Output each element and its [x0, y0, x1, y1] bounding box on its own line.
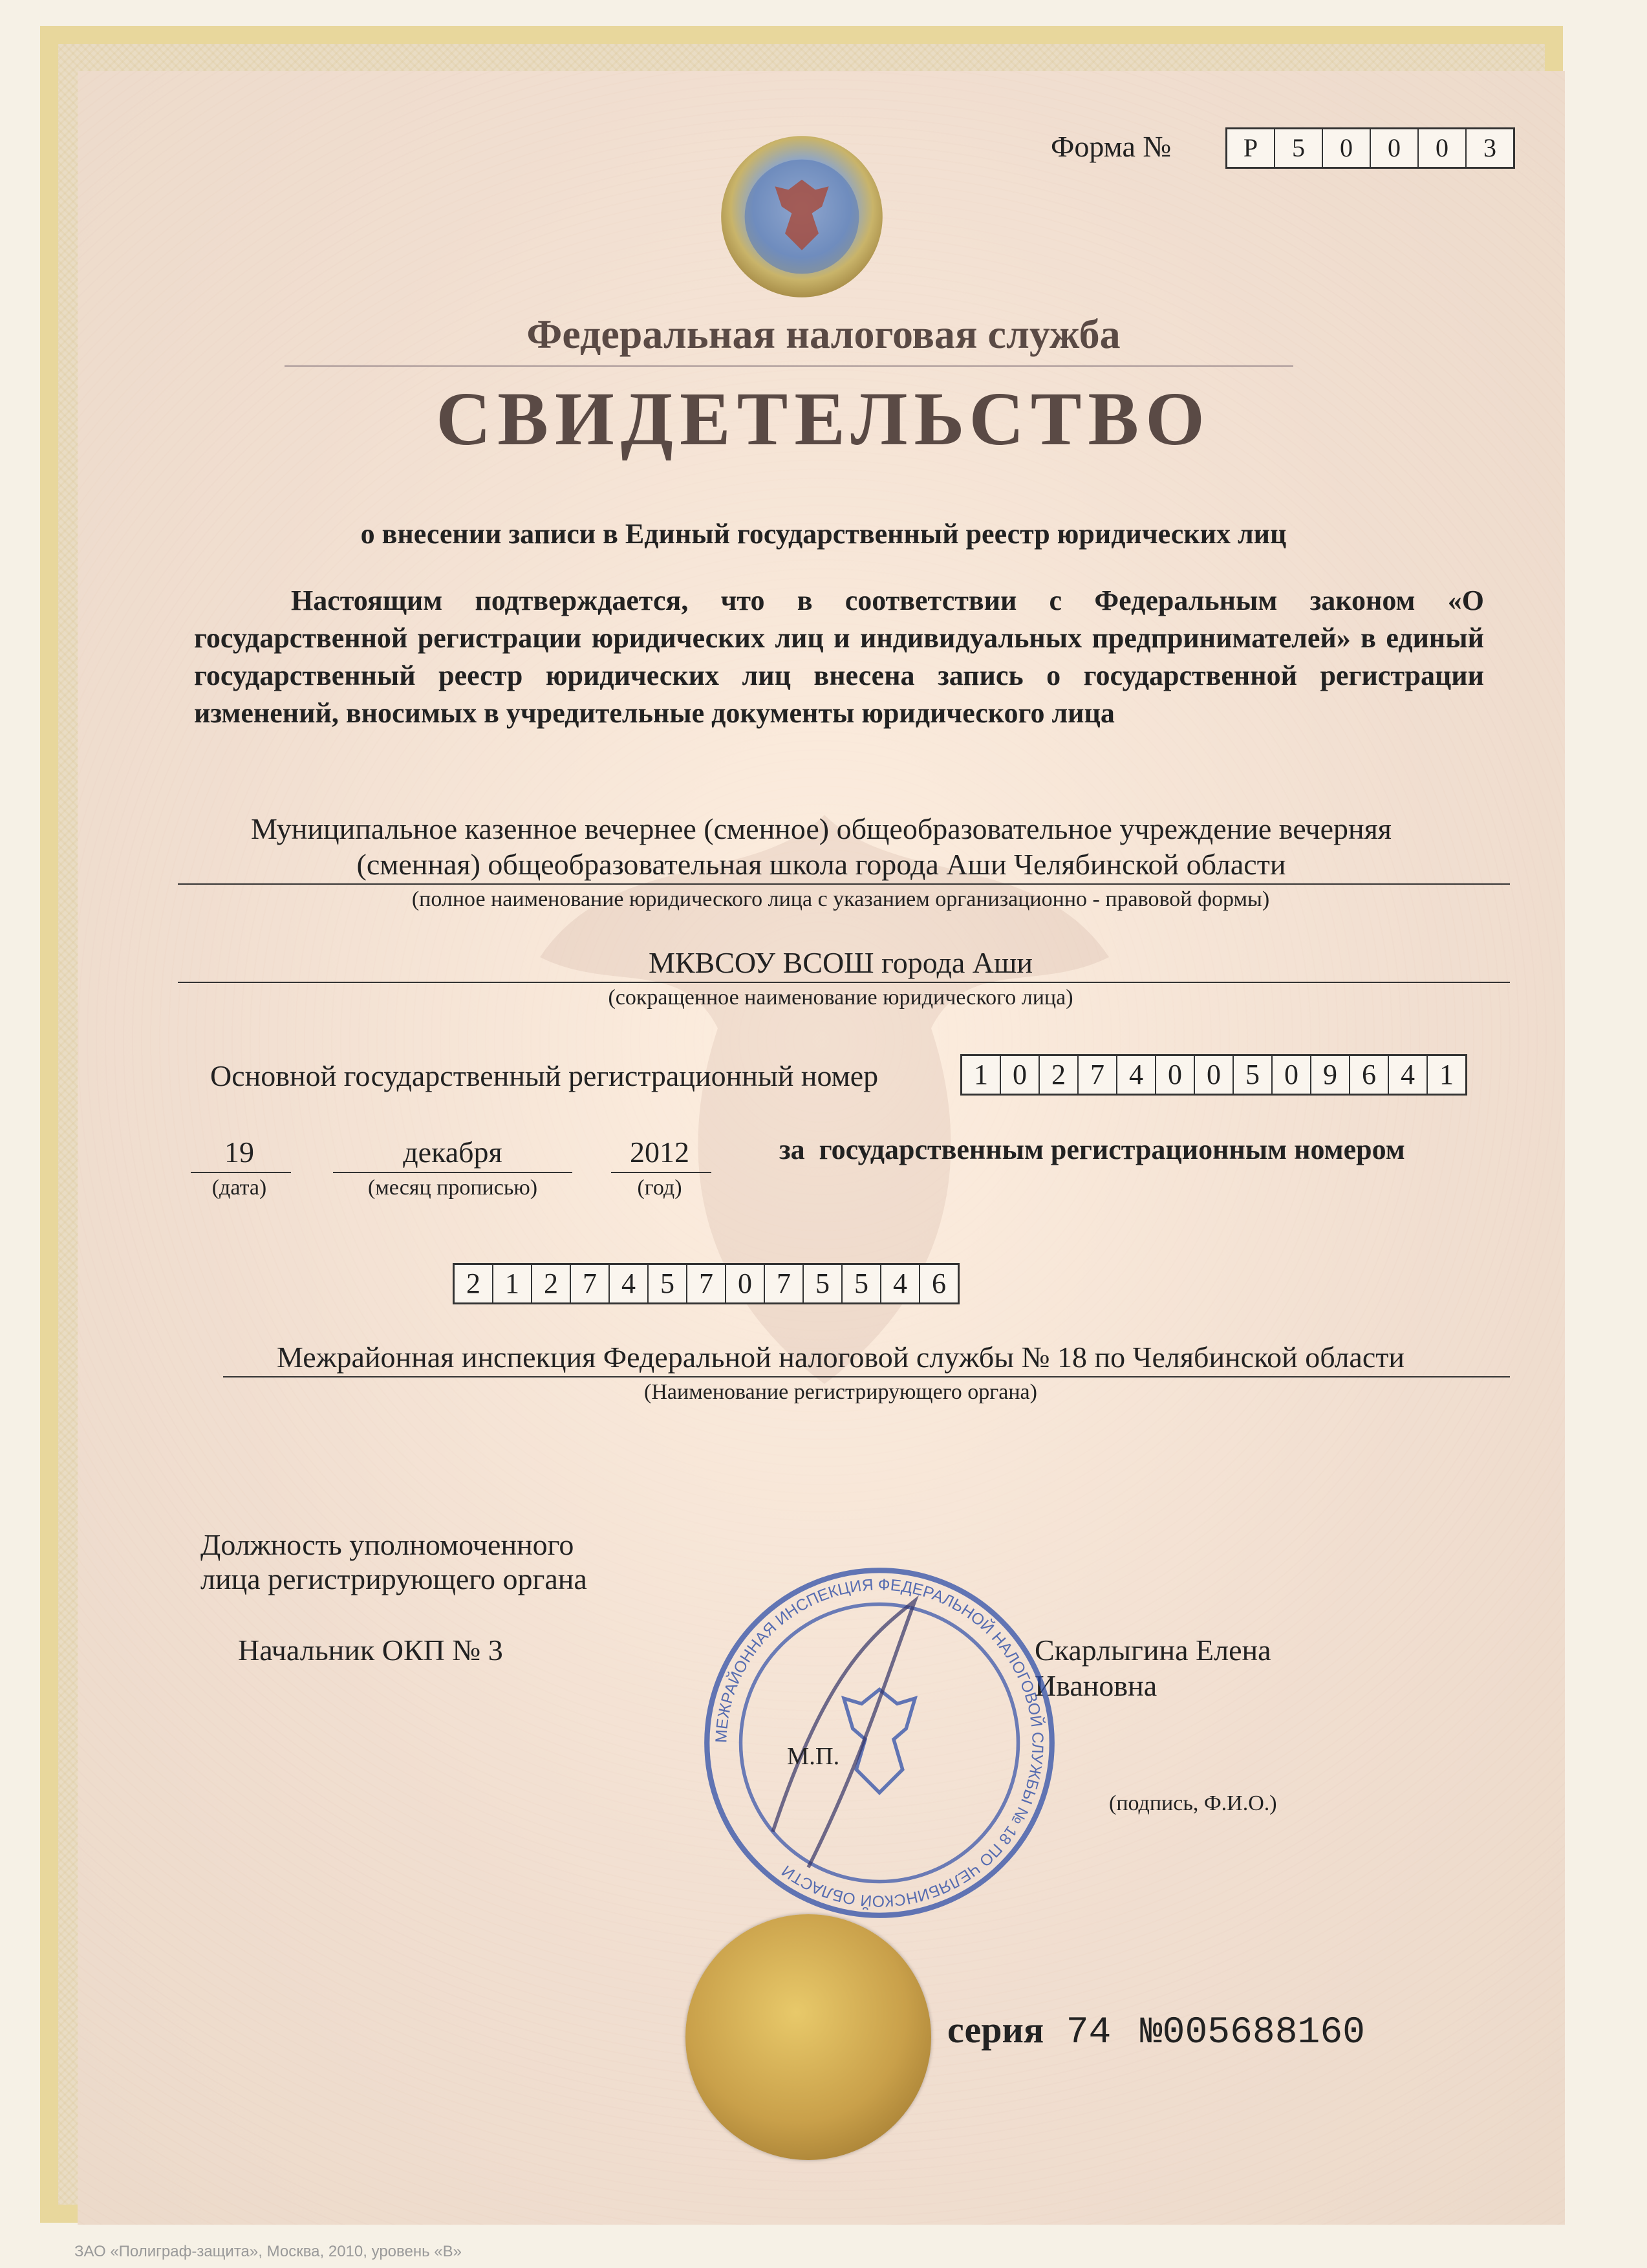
grn-intro: за государственным регистрационным номером	[779, 1134, 1405, 1165]
form-code-boxes	[1225, 127, 1515, 169]
grn-digit-boxes	[453, 1263, 960, 1304]
short-name-underline	[178, 982, 1510, 983]
date-year-underline	[611, 1172, 711, 1173]
signer-name-line2: Ивановна	[1035, 1669, 1157, 1702]
digit-box: 0	[1195, 1056, 1234, 1094]
digit-box: 7	[1079, 1056, 1117, 1094]
digit-box: 7	[765, 1265, 804, 1302]
serial-no: №005688160	[1139, 2012, 1365, 2054]
signer-name-line1: Скарлыгина Елена	[1035, 1634, 1271, 1667]
serial-label: серия	[947, 2009, 1044, 2051]
form-label: Форма №	[1051, 130, 1172, 163]
date-day-caption: (дата)	[211, 1176, 267, 1200]
date-day: 19	[224, 1136, 254, 1169]
mp-label: М.П.	[787, 1743, 840, 1770]
authority-underline	[223, 1376, 1510, 1377]
paragraph-text: Настоящим подтверждается, что в соответствии с Федеральным законом «О государственной регистрации юридических лиц и индивидуальных предпринимателей» в единый государственный реестр юридических лиц внесена запись о государственной регистрации изменений, вносимых в учредительные документы юридического лица	[194, 585, 1484, 729]
date-month-underline	[333, 1172, 572, 1173]
digit-box: 5	[649, 1265, 687, 1302]
official-stamp	[702, 1565, 1057, 1921]
serial-number	[947, 2008, 1365, 2054]
title-divider	[285, 365, 1293, 367]
digit-box: 1	[962, 1056, 1001, 1094]
digit-box: 4	[610, 1265, 649, 1302]
authority-name: Межрайонная инспекция Федеральной налоговой службы № 18 по Челябинской области	[276, 1341, 1405, 1374]
svg-text:МЕЖРАЙОННАЯ ИНСПЕКЦИЯ ФЕДЕРАЛЬ	[713, 1576, 1046, 1910]
digit-box: 4	[881, 1265, 920, 1302]
digit-box: Р	[1227, 129, 1275, 167]
confirmation-paragraph	[194, 582, 1484, 732]
gold-seal-icon	[685, 1914, 931, 2160]
full-name-underline	[178, 883, 1510, 885]
short-name-caption: (сокращенное наименование юридического лица)	[608, 986, 1073, 1010]
digit-box: 9	[1311, 1056, 1350, 1094]
date-month: декабря	[403, 1136, 502, 1169]
full-name-line2: (сменная) общеобразовательная школа города Аши Челябинской области	[356, 848, 1286, 881]
digit-box: 3	[1483, 133, 1496, 162]
digit-box: 1	[1439, 1059, 1454, 1090]
digit-box: 5	[843, 1265, 881, 1302]
full-name-line1: Муниципальное казенное вечернее (сменное) общеобразовательное учреждение вечерняя	[251, 812, 1392, 845]
document-subtitle: о внесении записи в Единый государственный реестр юридических лиц	[360, 518, 1287, 550]
ogrn-label: Основной государственный регистрационный номер	[210, 1059, 879, 1092]
digit-box: 4	[1117, 1056, 1156, 1094]
digit-box: 5	[804, 1265, 843, 1302]
digit-box: 4	[1389, 1056, 1428, 1094]
service-name: Федеральная налоговая служба	[526, 311, 1121, 357]
digit-box: 6	[1350, 1056, 1389, 1094]
stamp-ring-text: МЕЖРАЙОННАЯ ИНСПЕКЦИЯ ФЕДЕРАЛЬНОЙ НАЛОГОВОЙ СЛУЖБЫ № 18 ПО ЧЕЛЯБИНСКОЙ ОБЛАСТИ	[713, 1576, 1046, 1910]
date-month-caption: (месяц прописью)	[367, 1176, 538, 1200]
digit-box: 5	[1234, 1056, 1273, 1094]
full-name-caption: (полное наименование юридического лица с указанием организационно - правовой формы)	[411, 887, 1270, 911]
serial-series: 74	[1066, 2012, 1112, 2054]
digit-box: 2	[1040, 1056, 1079, 1094]
printer-footer: ЗАО «Полиграф-защита», Москва, 2010, уровень «В»	[74, 2243, 462, 2260]
digit-box: 0	[1323, 129, 1371, 167]
position-label-line2: лица регистрирующего органа	[200, 1562, 587, 1595]
digit-box: 1	[493, 1265, 532, 1302]
signature-stroke	[773, 1601, 915, 1868]
digit-box: 0	[1419, 129, 1467, 167]
digit-box: 0	[1273, 1056, 1311, 1094]
digit-box: 2	[455, 1265, 493, 1302]
date-year-caption: (год)	[637, 1176, 682, 1200]
document-title: СВИДЕТЕЛЬСТВО	[436, 376, 1211, 461]
authority-caption: (Наименование регистрирующего органа)	[644, 1380, 1037, 1404]
signer-position: Начальник ОКП № 3	[238, 1634, 503, 1667]
digit-box: 7	[687, 1265, 726, 1302]
emblem-hologram-icon	[718, 133, 886, 301]
digit-box: 2	[532, 1265, 571, 1302]
digit-box: 0	[726, 1265, 765, 1302]
digit-box: 0	[1371, 129, 1419, 167]
position-label-line1: Должность уполномоченного	[200, 1528, 574, 1561]
date-year: 2012	[630, 1136, 689, 1169]
digit-box: 7	[571, 1265, 610, 1302]
digit-box: 6	[932, 1268, 946, 1299]
short-name: МКВСОУ ВСОШ города Аши	[648, 946, 1033, 979]
digit-box: 0	[1001, 1056, 1040, 1094]
signature-caption: (подпись, Ф.И.О.)	[1109, 1791, 1277, 1815]
digit-box: 0	[1156, 1056, 1195, 1094]
ogrn-digit-boxes	[960, 1054, 1467, 1096]
date-day-underline	[191, 1172, 291, 1173]
digit-box: 5	[1275, 129, 1323, 167]
